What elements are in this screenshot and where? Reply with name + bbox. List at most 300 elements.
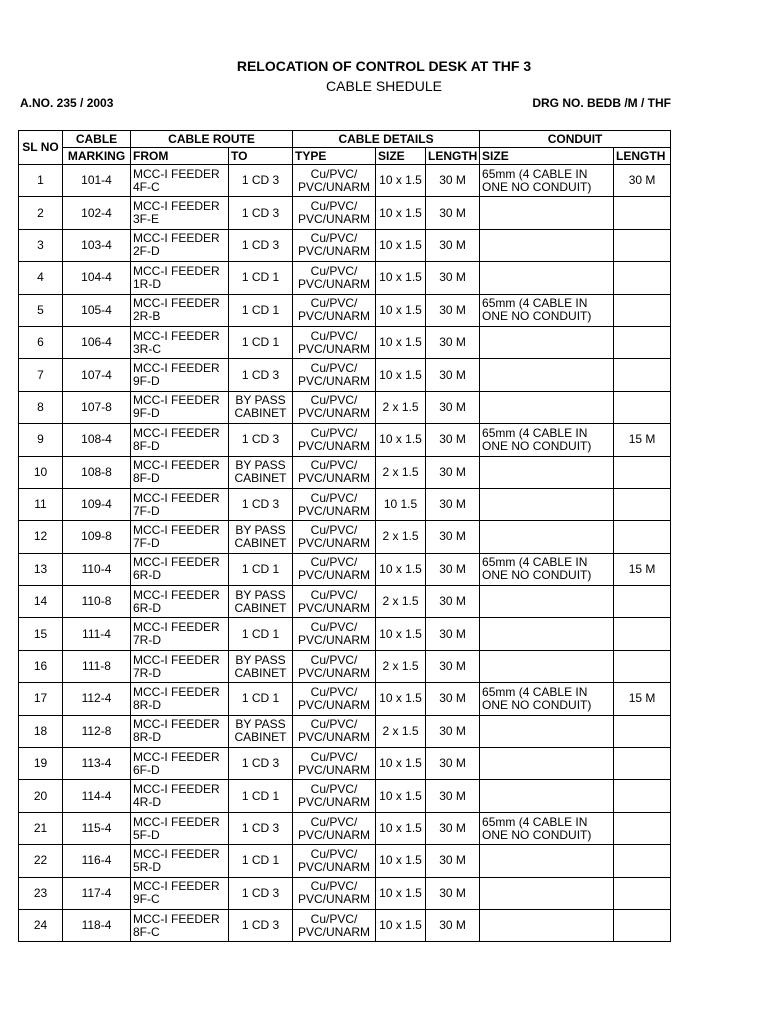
conduit-length-cell xyxy=(614,359,671,391)
to-cell xyxy=(229,586,293,618)
conduit-size-cell xyxy=(480,909,614,941)
from-cell xyxy=(131,521,229,553)
from-line-1: MCC-I FEEDER xyxy=(133,458,220,473)
to-cell xyxy=(229,229,293,261)
sl-no-cell: 19 xyxy=(19,748,63,780)
conduit-length-cell xyxy=(614,715,671,747)
table-row xyxy=(19,197,671,229)
from-line-1: MCC-I FEEDER xyxy=(133,555,220,570)
to-cell xyxy=(229,391,293,423)
conduit-size-cell xyxy=(480,618,614,650)
from-line-1: MCC-I FEEDER xyxy=(133,879,220,894)
from-line-2: 8F-D xyxy=(133,438,160,453)
type-line-1: Cu/PVC/ xyxy=(310,522,358,537)
table-row xyxy=(19,650,671,682)
type-cell xyxy=(293,229,376,261)
sl-no-cell: 18 xyxy=(19,715,63,747)
cable-marking-cell: 109-8 xyxy=(63,521,131,553)
conduit-size-cell xyxy=(480,294,614,326)
table-row xyxy=(19,812,671,844)
col-cable-route: CABLE ROUTE xyxy=(131,131,293,148)
col-from: FROM xyxy=(131,148,229,165)
from-line-1: MCC-I FEEDER xyxy=(133,166,220,181)
size-cell: 2 x 1.5 xyxy=(376,650,426,682)
to-cell xyxy=(229,812,293,844)
type-line-1: Cu/PVC/ xyxy=(310,296,358,311)
from-cell xyxy=(131,326,229,358)
table-row xyxy=(19,391,671,423)
conduit-size-cell xyxy=(480,780,614,812)
conduit-length-cell xyxy=(614,521,671,553)
size-cell: 10 x 1.5 xyxy=(376,262,426,294)
length-cell: 30 M xyxy=(426,197,480,229)
conduit-size-cell xyxy=(480,456,614,488)
from-line-2: 6R-D xyxy=(133,600,162,615)
from-line-2: 5R-D xyxy=(133,859,162,874)
conduit-length-cell xyxy=(614,294,671,326)
col-conduit: CONDUIT xyxy=(480,131,671,148)
type-line-1: Cu/PVC/ xyxy=(310,425,358,440)
type-line-1: Cu/PVC/ xyxy=(310,717,358,732)
conduit-length-cell: 30 M xyxy=(614,165,671,197)
from-line-1: MCC-I FEEDER xyxy=(133,587,220,602)
sl-no-cell: 15 xyxy=(19,618,63,650)
size-cell: 10 x 1.5 xyxy=(376,424,426,456)
cable-marking-cell: 107-4 xyxy=(63,359,131,391)
conduit-size-cell xyxy=(480,391,614,423)
table-row xyxy=(19,521,671,553)
from-cell xyxy=(131,229,229,261)
conduit-size-line-2: ONE NO CONDUIT) xyxy=(482,697,592,712)
type-line-1: Cu/PVC/ xyxy=(310,846,358,861)
to-line-2: CABINET xyxy=(234,406,287,421)
col-cable-marking-top: CABLE xyxy=(63,131,131,148)
sl-no-cell: 16 xyxy=(19,650,63,682)
type-line-1: Cu/PVC/ xyxy=(310,166,358,181)
table-row xyxy=(19,165,671,197)
sl-no-cell: 24 xyxy=(19,909,63,941)
type-line-2: PVC/UNARM xyxy=(298,438,371,453)
conduit-size-cell xyxy=(480,650,614,682)
length-cell: 30 M xyxy=(426,586,480,618)
cable-marking-cell: 113-4 xyxy=(63,748,131,780)
from-line-1: MCC-I FEEDER xyxy=(133,361,220,376)
to-cell xyxy=(229,424,293,456)
from-cell xyxy=(131,456,229,488)
from-line-2: 7F-D xyxy=(133,535,160,550)
type-line-1: Cu/PVC/ xyxy=(310,199,358,214)
conduit-size-cell xyxy=(480,197,614,229)
type-line-1: Cu/PVC/ xyxy=(310,879,358,894)
type-line-1: Cu/PVC/ xyxy=(310,458,358,473)
size-cell: 10 x 1.5 xyxy=(376,845,426,877)
type-cell xyxy=(293,294,376,326)
table-row xyxy=(19,618,671,650)
length-cell: 30 M xyxy=(426,909,480,941)
type-line-1: Cu/PVC/ xyxy=(310,620,358,635)
to-line-1: BY PASS xyxy=(235,717,286,732)
from-cell xyxy=(131,586,229,618)
type-line-2: PVC/UNARM xyxy=(298,730,371,745)
from-line-1: MCC-I FEEDER xyxy=(133,782,220,797)
type-cell xyxy=(293,165,376,197)
from-cell xyxy=(131,845,229,877)
cable-marking-cell: 101-4 xyxy=(63,165,131,197)
to-line-1: 1 CD 1 xyxy=(241,691,280,706)
drawing-number: DRG NO. BEDB /M / THF xyxy=(532,96,671,110)
sl-no-cell: 22 xyxy=(19,845,63,877)
length-cell: 30 M xyxy=(426,877,480,909)
header-row-top xyxy=(19,131,671,148)
conduit-length-cell: 15 M xyxy=(614,553,671,585)
to-line-1: 1 CD 3 xyxy=(241,173,280,188)
from-line-1: MCC-I FEEDER xyxy=(133,522,220,537)
table-row xyxy=(19,553,671,585)
type-line-2: PVC/UNARM xyxy=(298,212,371,227)
conduit-length-cell xyxy=(614,909,671,941)
size-cell: 2 x 1.5 xyxy=(376,391,426,423)
cable-marking-cell: 107-8 xyxy=(63,391,131,423)
cable-marking-cell: 103-4 xyxy=(63,229,131,261)
from-cell xyxy=(131,909,229,941)
type-line-1: Cu/PVC/ xyxy=(310,231,358,246)
conduit-size-line-2: ONE NO CONDUIT) xyxy=(482,179,592,194)
to-line-1: 1 CD 3 xyxy=(241,918,280,933)
length-cell: 30 M xyxy=(426,521,480,553)
conduit-length-cell xyxy=(614,326,671,358)
length-cell: 30 M xyxy=(426,424,480,456)
type-line-2: PVC/UNARM xyxy=(298,309,371,324)
from-line-2: 7R-D xyxy=(133,665,162,680)
size-cell: 2 x 1.5 xyxy=(376,456,426,488)
to-cell xyxy=(229,326,293,358)
table-row xyxy=(19,229,671,261)
from-line-1: MCC-I FEEDER xyxy=(133,911,220,926)
conduit-size-cell xyxy=(480,553,614,585)
from-cell xyxy=(131,683,229,715)
col-to: TO xyxy=(229,148,293,165)
from-cell xyxy=(131,165,229,197)
cable-marking-cell: 114-4 xyxy=(63,780,131,812)
from-cell xyxy=(131,553,229,585)
size-cell: 2 x 1.5 xyxy=(376,586,426,618)
conduit-size-cell xyxy=(480,715,614,747)
from-line-2: 8F-C xyxy=(133,924,160,939)
conduit-size-cell xyxy=(480,359,614,391)
from-line-2: 4F-C xyxy=(133,179,160,194)
type-cell xyxy=(293,424,376,456)
type-line-1: Cu/PVC/ xyxy=(310,749,358,764)
header-row-bottom xyxy=(19,148,671,165)
from-cell xyxy=(131,294,229,326)
type-cell xyxy=(293,521,376,553)
length-cell: 30 M xyxy=(426,488,480,520)
to-cell xyxy=(229,488,293,520)
length-cell: 30 M xyxy=(426,650,480,682)
to-cell xyxy=(229,683,293,715)
sl-no-cell: 7 xyxy=(19,359,63,391)
from-line-1: MCC-I FEEDER xyxy=(133,620,220,635)
to-line-2: CABINET xyxy=(234,471,287,486)
conduit-size-line-2: ONE NO CONDUIT) xyxy=(482,438,592,453)
from-line-2: 1R-D xyxy=(133,276,162,291)
col-cable-marking-bottom: MARKING xyxy=(63,148,131,165)
conduit-size-cell xyxy=(480,845,614,877)
size-cell: 10 x 1.5 xyxy=(376,229,426,261)
to-line-1: 1 CD 1 xyxy=(241,788,280,803)
to-cell xyxy=(229,197,293,229)
conduit-length-cell xyxy=(614,229,671,261)
to-line-1: BY PASS xyxy=(235,458,286,473)
conduit-length-cell xyxy=(614,618,671,650)
from-line-2: 4R-D xyxy=(133,795,162,810)
length-cell: 30 M xyxy=(426,618,480,650)
type-cell xyxy=(293,488,376,520)
type-line-2: PVC/UNARM xyxy=(298,859,371,874)
from-line-2: 9F-D xyxy=(133,374,160,389)
type-cell xyxy=(293,326,376,358)
size-cell: 10 x 1.5 xyxy=(376,553,426,585)
to-line-1: 1 CD 1 xyxy=(241,302,280,317)
to-line-1: 1 CD 1 xyxy=(241,270,280,285)
length-cell: 30 M xyxy=(426,683,480,715)
sl-no-cell: 5 xyxy=(19,294,63,326)
to-line-1: BY PASS xyxy=(235,587,286,602)
from-line-2: 8R-D xyxy=(133,697,162,712)
cable-marking-cell: 110-4 xyxy=(63,553,131,585)
table-row xyxy=(19,845,671,877)
from-line-2: 5F-D xyxy=(133,827,160,842)
from-cell xyxy=(131,391,229,423)
to-line-1: 1 CD 1 xyxy=(241,626,280,641)
type-line-1: Cu/PVC/ xyxy=(310,328,358,343)
to-cell xyxy=(229,650,293,682)
conduit-size-line-2: ONE NO CONDUIT) xyxy=(482,827,592,842)
table-body xyxy=(19,165,671,942)
conduit-size-line-1: 65mm (4 CABLE IN xyxy=(482,555,588,570)
cable-marking-cell: 109-4 xyxy=(63,488,131,520)
type-line-1: Cu/PVC/ xyxy=(310,587,358,602)
type-line-2: PVC/UNARM xyxy=(298,795,371,810)
sl-no-cell: 14 xyxy=(19,586,63,618)
type-line-2: PVC/UNARM xyxy=(298,600,371,615)
from-line-2: 6F-D xyxy=(133,762,160,777)
to-cell xyxy=(229,294,293,326)
from-line-2: 9F-D xyxy=(133,406,160,421)
to-line-1: 1 CD 3 xyxy=(241,205,280,220)
cable-schedule-table xyxy=(18,130,671,942)
cable-marking-cell: 117-4 xyxy=(63,877,131,909)
size-cell: 10 x 1.5 xyxy=(376,197,426,229)
size-cell: 10 x 1.5 xyxy=(376,294,426,326)
size-cell: 10 x 1.5 xyxy=(376,618,426,650)
from-cell xyxy=(131,488,229,520)
size-cell: 10 x 1.5 xyxy=(376,877,426,909)
sl-no-cell: 17 xyxy=(19,683,63,715)
to-line-2: CABINET xyxy=(234,600,287,615)
conduit-size-cell xyxy=(480,262,614,294)
conduit-length-cell xyxy=(614,780,671,812)
from-line-1: MCC-I FEEDER xyxy=(133,425,220,440)
to-line-1: 1 CD 3 xyxy=(241,367,280,382)
from-line-2: 7F-D xyxy=(133,503,160,518)
conduit-size-cell xyxy=(480,326,614,358)
conduit-length-cell: 15 M xyxy=(614,424,671,456)
type-line-2: PVC/UNARM xyxy=(298,503,371,518)
to-cell xyxy=(229,553,293,585)
sl-no-cell: 8 xyxy=(19,391,63,423)
type-line-2: PVC/UNARM xyxy=(298,892,371,907)
conduit-length-cell xyxy=(614,197,671,229)
size-cell: 10 x 1.5 xyxy=(376,359,426,391)
cable-marking-cell: 105-4 xyxy=(63,294,131,326)
type-line-2: PVC/UNARM xyxy=(298,374,371,389)
cable-marking-cell: 108-4 xyxy=(63,424,131,456)
conduit-length-cell xyxy=(614,812,671,844)
conduit-size-line-1: 65mm (4 CABLE IN xyxy=(482,166,588,181)
to-cell xyxy=(229,780,293,812)
from-line-1: MCC-I FEEDER xyxy=(133,263,220,278)
cable-marking-cell: 104-4 xyxy=(63,262,131,294)
conduit-size-cell xyxy=(480,521,614,553)
to-cell xyxy=(229,165,293,197)
table-row xyxy=(19,359,671,391)
size-cell: 10 x 1.5 xyxy=(376,748,426,780)
conduit-length-cell xyxy=(614,391,671,423)
size-cell: 10 x 1.5 xyxy=(376,780,426,812)
to-line-1: 1 CD 3 xyxy=(241,497,280,512)
from-cell xyxy=(131,424,229,456)
col-conduit-length: LENGTH xyxy=(614,148,671,165)
cable-marking-cell: 106-4 xyxy=(63,326,131,358)
to-cell xyxy=(229,359,293,391)
type-cell xyxy=(293,909,376,941)
from-line-2: 3F-E xyxy=(133,212,160,227)
cable-marking-cell: 116-4 xyxy=(63,845,131,877)
from-line-2: 7R-D xyxy=(133,633,162,648)
to-line-1: 1 CD 1 xyxy=(241,853,280,868)
type-line-2: PVC/UNARM xyxy=(298,471,371,486)
type-line-1: Cu/PVC/ xyxy=(310,361,358,376)
conduit-size-line-1: 65mm (4 CABLE IN xyxy=(482,296,588,311)
conduit-length-cell xyxy=(614,650,671,682)
type-line-1: Cu/PVC/ xyxy=(310,911,358,926)
type-line-1: Cu/PVC/ xyxy=(310,782,358,797)
to-cell xyxy=(229,877,293,909)
sl-no-cell: 1 xyxy=(19,165,63,197)
conduit-size-cell xyxy=(480,165,614,197)
conduit-length-cell xyxy=(614,262,671,294)
from-cell xyxy=(131,262,229,294)
sl-no-cell: 3 xyxy=(19,229,63,261)
type-line-1: Cu/PVC/ xyxy=(310,684,358,699)
col-cable-details: CABLE DETAILS xyxy=(293,131,480,148)
length-cell: 30 M xyxy=(426,294,480,326)
type-cell xyxy=(293,650,376,682)
cable-marking-cell: 110-8 xyxy=(63,586,131,618)
from-cell xyxy=(131,359,229,391)
conduit-size-line-2: ONE NO CONDUIT) xyxy=(482,309,592,324)
to-cell xyxy=(229,845,293,877)
type-cell xyxy=(293,877,376,909)
length-cell: 30 M xyxy=(426,165,480,197)
sl-no-cell: 6 xyxy=(19,326,63,358)
from-line-2: 2R-B xyxy=(133,309,161,324)
conduit-size-line-1: 65mm (4 CABLE IN xyxy=(482,425,588,440)
to-line-1: 1 CD 1 xyxy=(241,561,280,576)
sl-no-cell: 20 xyxy=(19,780,63,812)
table-row xyxy=(19,748,671,780)
size-cell: 2 x 1.5 xyxy=(376,521,426,553)
type-cell xyxy=(293,780,376,812)
type-cell xyxy=(293,845,376,877)
conduit-length-cell xyxy=(614,748,671,780)
to-line-2: CABINET xyxy=(234,665,287,680)
conduit-size-cell xyxy=(480,424,614,456)
conduit-length-cell: 15 M xyxy=(614,683,671,715)
table-row xyxy=(19,586,671,618)
from-line-1: MCC-I FEEDER xyxy=(133,652,220,667)
type-cell xyxy=(293,553,376,585)
from-line-2: 3R-C xyxy=(133,341,162,356)
length-cell: 30 M xyxy=(426,553,480,585)
length-cell: 30 M xyxy=(426,262,480,294)
from-line-1: MCC-I FEEDER xyxy=(133,717,220,732)
table-row xyxy=(19,715,671,747)
cable-marking-cell: 115-4 xyxy=(63,812,131,844)
from-cell xyxy=(131,812,229,844)
from-cell xyxy=(131,748,229,780)
type-line-2: PVC/UNARM xyxy=(298,535,371,550)
type-line-2: PVC/UNARM xyxy=(298,276,371,291)
to-cell xyxy=(229,262,293,294)
col-type: TYPE xyxy=(293,148,376,165)
conduit-length-cell xyxy=(614,877,671,909)
cable-marking-cell: 111-4 xyxy=(63,618,131,650)
conduit-size-line-1: 65mm (4 CABLE IN xyxy=(482,684,588,699)
from-line-2: 9F-C xyxy=(133,892,160,907)
size-cell: 10 1.5 xyxy=(376,488,426,520)
type-line-2: PVC/UNARM xyxy=(298,341,371,356)
to-line-1: 1 CD 1 xyxy=(241,335,280,350)
conduit-size-line-2: ONE NO CONDUIT) xyxy=(482,568,592,583)
cable-marking-cell: 118-4 xyxy=(63,909,131,941)
length-cell: 30 M xyxy=(426,391,480,423)
size-cell: 10 x 1.5 xyxy=(376,326,426,358)
length-cell: 30 M xyxy=(426,845,480,877)
type-line-1: Cu/PVC/ xyxy=(310,393,358,408)
to-cell xyxy=(229,909,293,941)
size-cell: 10 x 1.5 xyxy=(376,165,426,197)
to-cell xyxy=(229,618,293,650)
conduit-size-cell xyxy=(480,812,614,844)
to-line-1: 1 CD 3 xyxy=(241,432,280,447)
table-row xyxy=(19,424,671,456)
conduit-size-cell xyxy=(480,748,614,780)
from-line-1: MCC-I FEEDER xyxy=(133,199,220,214)
col-sl-no: SL NO xyxy=(19,131,63,165)
size-cell: 10 x 1.5 xyxy=(376,683,426,715)
type-line-1: Cu/PVC/ xyxy=(310,490,358,505)
length-cell: 30 M xyxy=(426,326,480,358)
table-row xyxy=(19,877,671,909)
col-size: SIZE xyxy=(376,148,426,165)
type-cell xyxy=(293,715,376,747)
table-row xyxy=(19,909,671,941)
length-cell: 30 M xyxy=(426,812,480,844)
conduit-length-cell xyxy=(614,456,671,488)
to-cell xyxy=(229,715,293,747)
